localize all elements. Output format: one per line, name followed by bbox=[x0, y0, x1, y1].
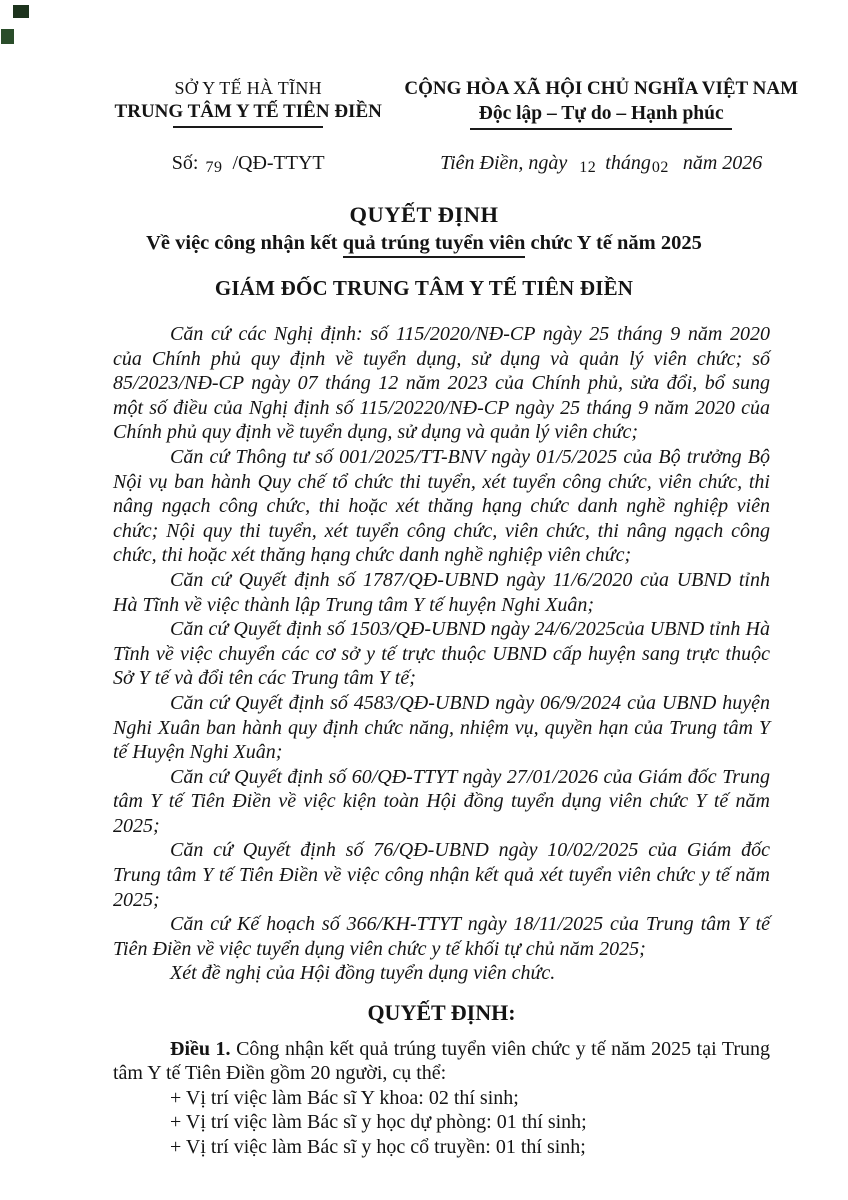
recital-paragraph: Căn cứ các Nghị định: số 115/2020/NĐ-CP ngày 25 tháng 9 năm 2020 của Chính phủ quy định về tuyển dụng, sử dụng và quản lý viên chức; số 85/2023/NĐ-CP ngày 07 tháng 12 năm 2023 của Chính phủ, sửa đổi, bổ sung một số điều của Nghị định số 115/20220/NĐ-CP ngày 25 tháng 9 năm 2020 của Chính phủ quy định về tuyển dụng, sử dụng và quản lý viên chức; bbox=[113, 323, 770, 444]
subtitle-prefix: Về việc công nhận kết bbox=[146, 232, 343, 254]
document-title: QUYẾT ĐỊNH bbox=[349, 202, 499, 227]
position-result-line: + Vị trí việc làm Bác sĩ y học cổ truyền: 01 thí sinh; bbox=[170, 1136, 586, 1158]
document-number-line bbox=[92, 152, 404, 175]
number-suffix: /QĐ-TTYT bbox=[232, 152, 325, 174]
recital-paragraph: Căn cứ Kế hoạch số 366/KH-TTYT ngày 18/11/2025 của Trung tâm Y tế Tiên Điền về việc tuyển dụng viên chức y tế khối tự chủ năm 2025; bbox=[113, 913, 770, 960]
national-header: CỘNG HÒA XÃ HỘI CHỦ NGHĨA VIỆT NAM bbox=[404, 78, 798, 99]
document-header bbox=[0, 0, 848, 175]
date-prefix: Tiên Điền, ngày bbox=[440, 152, 568, 174]
scan-artifact-mark bbox=[1, 29, 14, 44]
decision-heading: QUYẾT ĐỊNH: bbox=[367, 1000, 516, 1026]
document-body bbox=[0, 301, 848, 1160]
subtitle-suffix: chức Y tế năm 2025 bbox=[525, 232, 702, 254]
org-underline-rule bbox=[173, 126, 323, 128]
position-result-line: + Vị trí việc làm Bác sĩ y học dự phòng: 01 thí sinh; bbox=[170, 1111, 587, 1134]
article-1-text: Công nhận kết quả trúng tuyển viên chức y tế năm 2025 tại Trung tâm Y tế Tiên Điền gồm 20 người, cụ thể: bbox=[113, 1037, 771, 1085]
issuing-org-name: TRUNG TÂM Y TẾ TIÊN ĐIỀN bbox=[114, 101, 382, 122]
issuing-org-block bbox=[92, 78, 404, 175]
place-date-line bbox=[404, 152, 798, 175]
recital-paragraph: Căn cứ Thông tư số 001/2025/TT-BNV ngày 01/5/2025 của Bộ trưởng Bộ Nội vụ ban hành Quy chế tổ chức thi tuyển, xét tuyển công chức, viên chức, thi nâng ngạch công chức, thi hoặc xét thăng hạng chức danh nghề nghiệp viên chức; Nội quy thi tuyển, xét tuyển công chức, viên chức, thi nâng ngạch công chức, thi hoặc xét thăng hạng chức danh nghề nghiệp viên chức; bbox=[113, 445, 770, 567]
article-1-paragraph bbox=[113, 1037, 770, 1086]
motto-underline-rule bbox=[470, 128, 732, 130]
title-block bbox=[0, 202, 848, 301]
recital-paragraph: Căn cứ Quyết định số 4583/QĐ-UBND ngày 06/9/2024 của UBND huyện Nghi Xuân ban hành quy định chức năng, nhiệm vụ, quyền hạn của Trung tâm Y tế Huyện Nghi Xuân; bbox=[113, 691, 770, 764]
article-1-label: Điều 1. bbox=[170, 1037, 231, 1060]
recital-paragraph: Căn cứ Quyết định số 1503/QĐ-UBND ngày 24/6/2025của UBND tỉnh Hà Tĩnh về việc chuyển các cơ sở y tế trực thuộc UBND cấp huyện sang trực thuộc Sở Y tế và đổi tên các Trung tâm Y tế; bbox=[113, 618, 770, 690]
recital-paragraph: Xét đề nghị của Hội đồng tuyển dụng viên chức. bbox=[170, 962, 556, 985]
scan-artifact-mark bbox=[13, 5, 29, 18]
national-motto: Độc lập – Tự do – Hạnh phúc bbox=[478, 103, 724, 124]
position-result-line: + Vị trí việc làm Bác sĩ Y khoa: 02 thí sinh; bbox=[170, 1086, 519, 1109]
recital-paragraph: Căn cứ Quyết định số 76/QĐ-UBND ngày 10/02/2025 của Giám đốc Trung tâm Y tế Tiên Điền về việc công nhận kết quả xét tuyển viên chức y tế năm 2025; bbox=[113, 839, 770, 911]
number-label: Số: bbox=[171, 152, 199, 174]
date-month-value: 02 bbox=[651, 159, 669, 176]
date-day-value: 12 bbox=[579, 159, 597, 176]
document-subtitle bbox=[0, 232, 848, 255]
date-suffix: năm 2026 bbox=[682, 152, 763, 174]
national-motto-block bbox=[404, 78, 798, 175]
date-month-label: tháng bbox=[605, 152, 651, 174]
recital-paragraph: Căn cứ Quyết định số 1787/QĐ-UBND ngày 11/6/2020 của UBND tỉnh Hà Tĩnh về việc thành lập Trung tâm Y tế huyện Nghi Xuân; bbox=[113, 568, 770, 616]
subtitle-underlined-text: quả trúng tuyển viên bbox=[343, 232, 526, 258]
parent-org-name: SỞ Y TẾ HÀ TĨNH bbox=[174, 78, 322, 98]
recital-paragraph: Căn cứ Quyết định số 60/QĐ-TTYT ngày 27/01/2026 của Giám đốc Trung tâm Y tế Tiên Điền về việc kiện toàn Hội đồng tuyển dụng viên chức Y tế năm 2025; bbox=[113, 765, 770, 837]
issuing-authority-title: GIÁM ĐỐC TRUNG TÂM Y TẾ TIÊN ĐIỀN bbox=[214, 276, 634, 300]
document-number-value: 79 bbox=[205, 159, 223, 176]
